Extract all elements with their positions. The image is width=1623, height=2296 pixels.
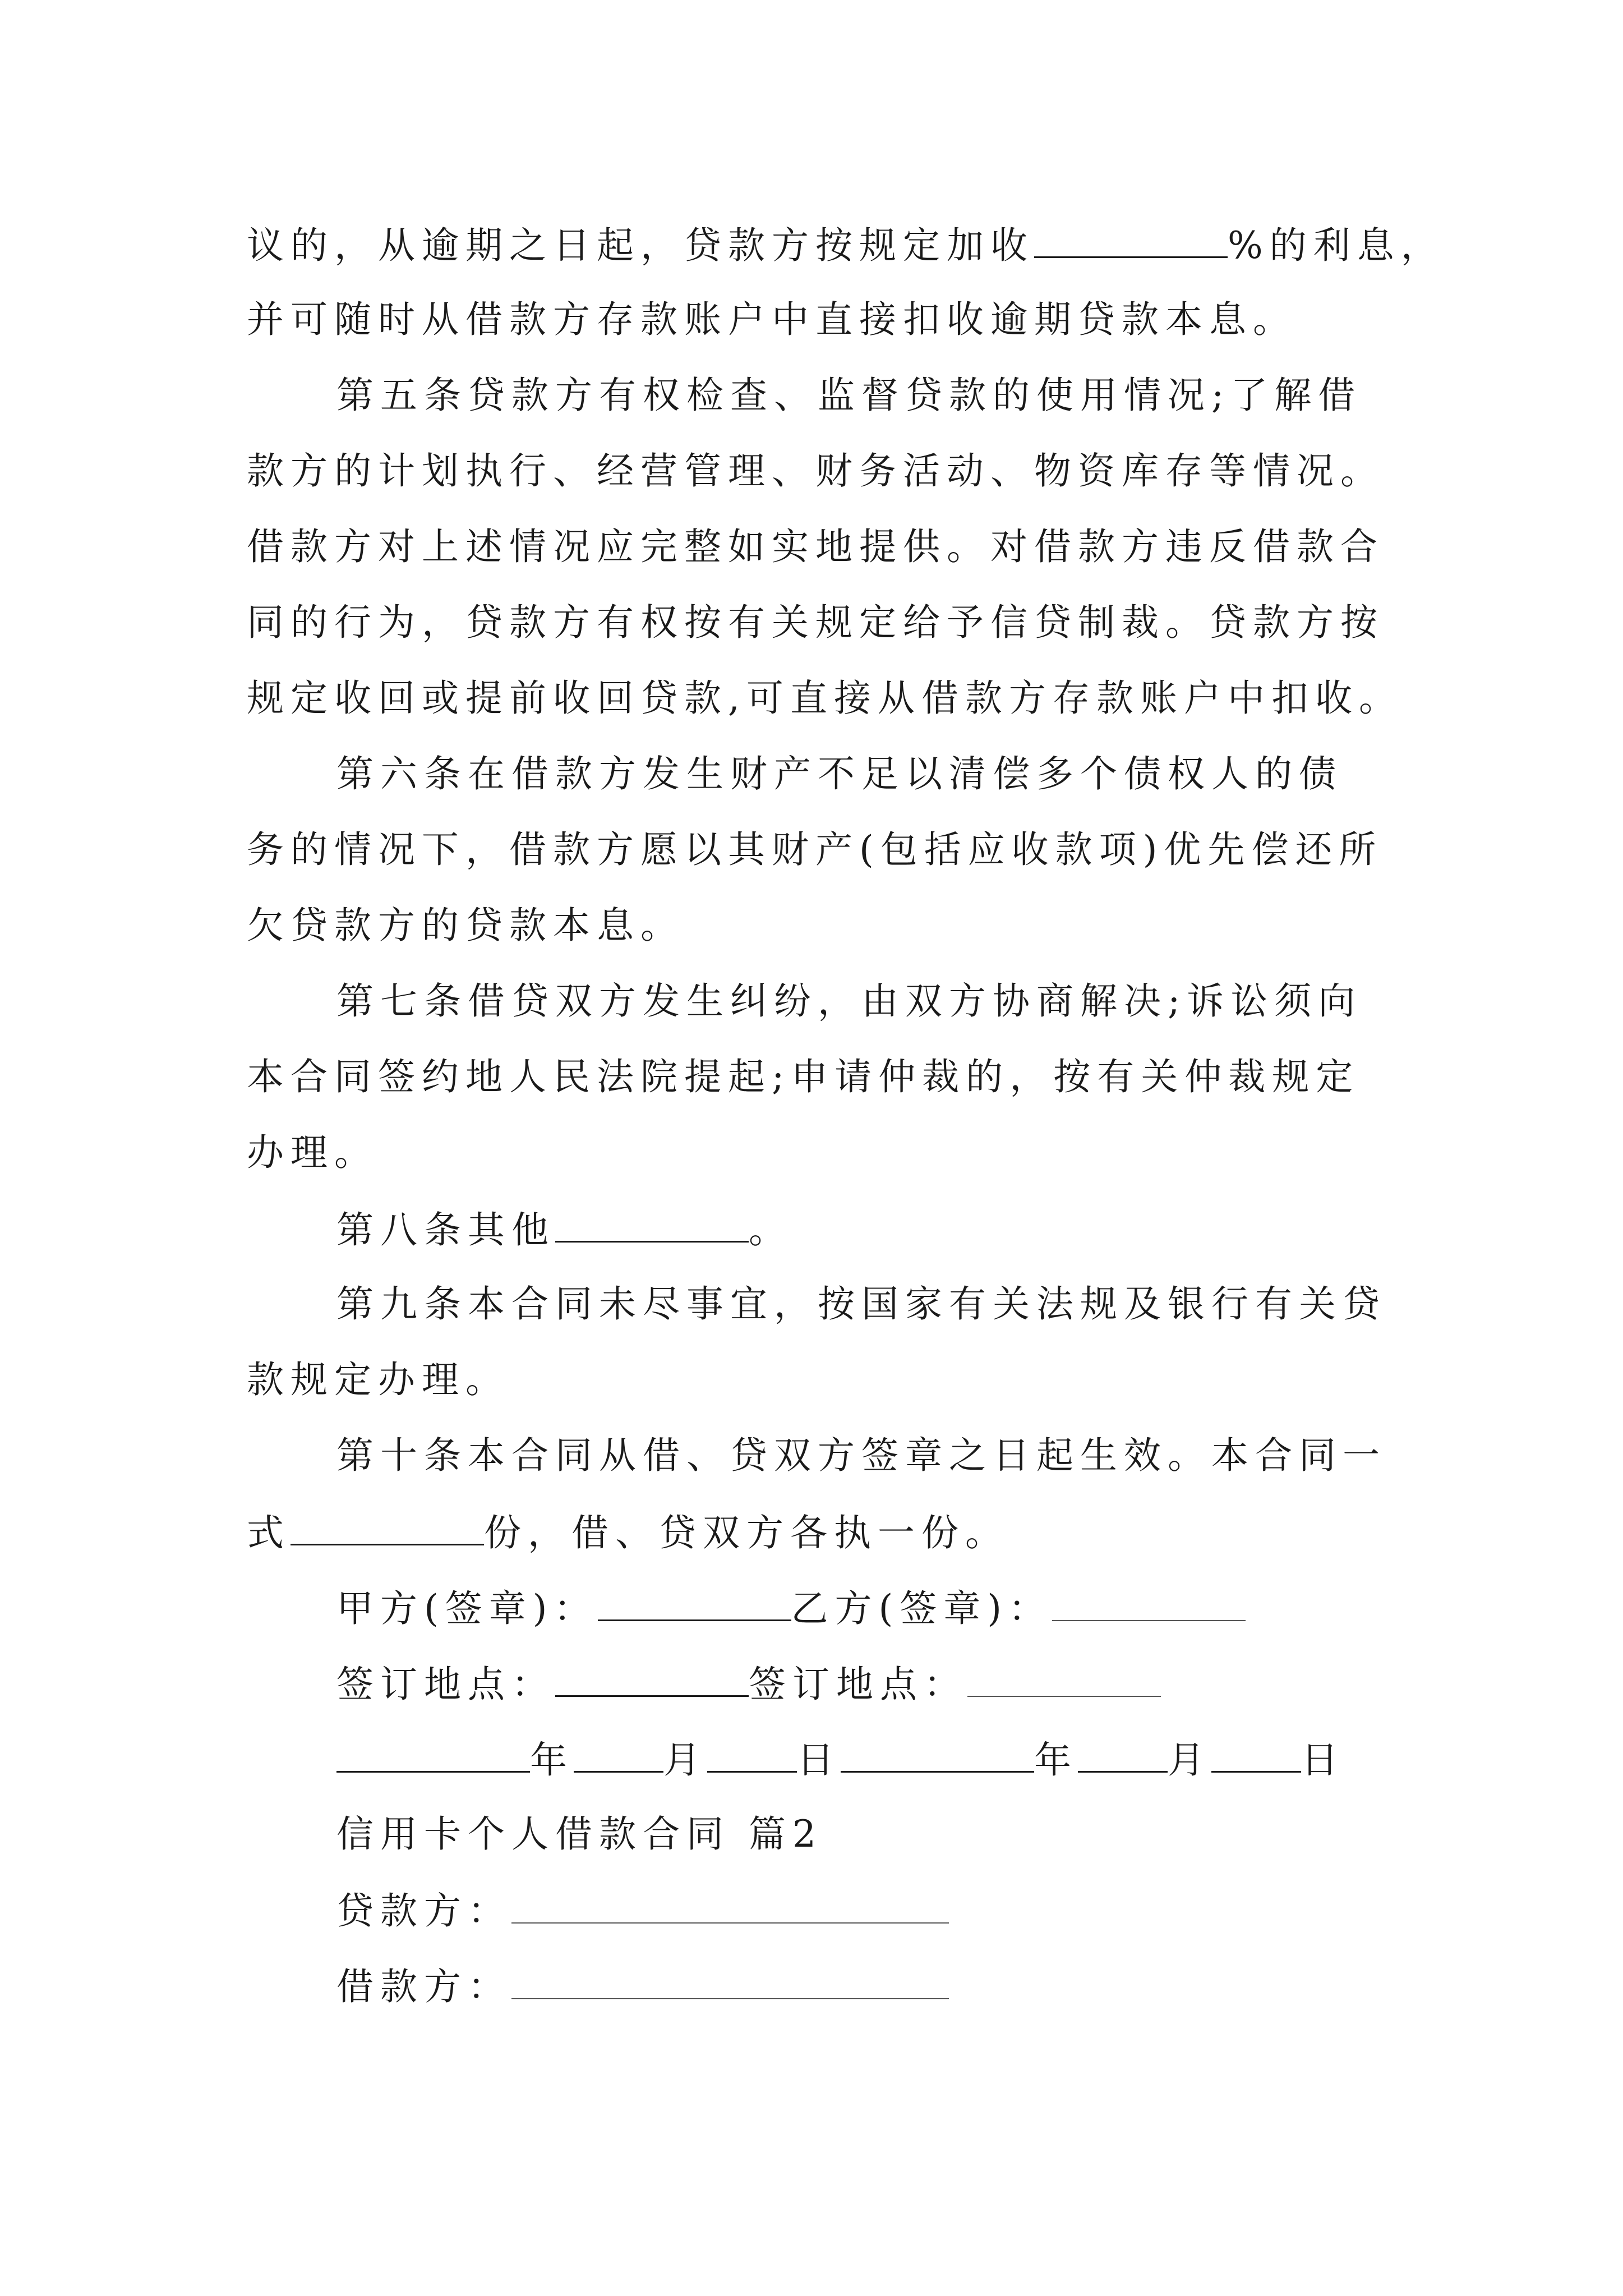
paragraph-line [247, 1509, 1009, 1554]
year-blank [336, 1736, 530, 1773]
paragraph-line [247, 222, 1445, 266]
date-line [336, 1736, 1345, 1781]
lender-line [336, 1888, 949, 1932]
month-blank [574, 1736, 663, 1773]
paragraph-line: 本合同签约地人民法院提起;申请仲裁的，按有关仲裁规定 [247, 1055, 1360, 1098]
borrower-line [336, 1963, 949, 2008]
month-blank [1078, 1736, 1168, 1773]
line-text: 。 [749, 1208, 792, 1251]
party-b-blank [1052, 1585, 1246, 1621]
month-label: 月 [1168, 1738, 1211, 1782]
fill-blank [291, 1509, 484, 1545]
borrower-blank [511, 1963, 949, 1999]
place-label-a: 签订地点： [336, 1663, 555, 1706]
article-9-line: 第九条本合同未尽事宜，按国家有关法规及银行有关贷 [336, 1282, 1386, 1326]
lender-label: 贷款方： [336, 1889, 511, 1932]
paragraph-line: 办理。 [247, 1131, 378, 1174]
year-blank [841, 1736, 1034, 1773]
year-label: 年 [530, 1738, 574, 1782]
line-text: 议的，从逾期之日起，贷款方按规定加收 [247, 224, 1034, 267]
party-a-blank [598, 1585, 791, 1621]
line-text: 式 [247, 1511, 291, 1554]
section-2-heading: 信用卡个人借款合同 篇2 [336, 1812, 823, 1856]
day-label: 日 [797, 1738, 841, 1782]
paragraph-line: 借款方对上述情况应完整如实地提供。对借款方违反借款合 [247, 525, 1384, 568]
article-10-line: 第十条本合同从借、贷双方签章之日起生效。本合同一 [336, 1434, 1386, 1477]
fill-blank [555, 1206, 749, 1243]
borrower-label: 借款方： [336, 1965, 511, 2008]
paragraph-line: 并可随时从借款方存款账户中直接扣收逾期贷款本息。 [247, 298, 1297, 341]
party-b-label: 乙方(签章)： [791, 1587, 1052, 1630]
place-a-blank [555, 1660, 749, 1697]
place-line [336, 1660, 1161, 1705]
paragraph-line: 规定收回或提前收回贷款,可直接从借款方存款账户中扣收。 [247, 677, 1403, 720]
day-blank [707, 1736, 797, 1773]
party-a-label: 甲方(签章)： [336, 1587, 598, 1630]
article-5-line: 第五条贷款方有权检查、监督贷款的使用情况;了解借 [336, 374, 1362, 417]
month-label: 月 [663, 1738, 707, 1782]
day-blank [1211, 1736, 1301, 1773]
line-text: 份，借、贷双方各执一份。 [484, 1511, 1009, 1554]
line-text: %的利息， [1228, 224, 1445, 267]
place-b-blank [967, 1661, 1161, 1697]
article-7-line: 第七条借贷双方发生纠纷，由双方协商解决;诉讼须向 [336, 979, 1362, 1023]
line-text: 第八条其他 [336, 1208, 555, 1251]
paragraph-line: 款规定办理。 [247, 1358, 509, 1401]
paragraph-line: 款方的计划执行、经营管理、财务活动、物资库存等情况。 [247, 449, 1384, 493]
article-8-line [336, 1206, 792, 1251]
place-label-b: 签订地点： [749, 1663, 967, 1706]
paragraph-line: 务的情况下，借款方愿以其财产(包括应收款项)优先偿还所 [247, 828, 1383, 871]
signature-line [336, 1585, 1246, 1630]
day-label: 日 [1301, 1738, 1345, 1782]
paragraph-line: 欠贷款方的贷款本息。 [247, 904, 684, 947]
lender-blank [511, 1888, 949, 1924]
article-6-line: 第六条在借款方发生财产不足以清偿多个债权人的债 [336, 752, 1343, 795]
fill-blank [1034, 222, 1228, 258]
paragraph-line: 同的行为，贷款方有权按有关规定给予信贷制裁。贷款方按 [247, 601, 1384, 644]
year-label: 年 [1034, 1738, 1078, 1782]
